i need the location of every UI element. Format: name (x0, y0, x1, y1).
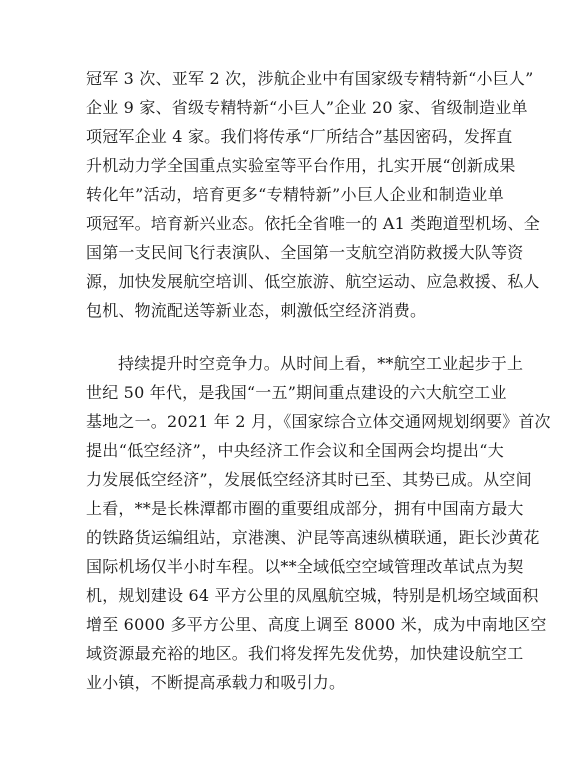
paragraph-line: 基地之一。2021 年 2 月，《国家综合立体交通网规划纲要》首次 (86, 412, 551, 431)
paragraph-line: 力发展低空经济”，发展低空经济其时已至、其势已成。从空间 (86, 470, 532, 489)
paragraph-line: 的铁路货运编组站，京港澳、沪昆等高速纵横联通，距长沙黄花 (86, 528, 540, 547)
paragraph-line: 国第一支民间飞行表演队、全国第一支航空消防救援大队等资 (86, 243, 524, 262)
paragraph-line: 包机、物流配送等新业态，刺激低空经济消费。 (86, 301, 427, 320)
paragraph-line: 持续提升时空竞争力。从时间上看，**航空工业起步于上 (118, 354, 524, 373)
paragraph-line: 冠军 3 次、亚军 2 次，涉航企业中有国家级专精特新“小巨人” (86, 69, 534, 88)
paragraph-line: 提出“低空经济”，中央经济工作会议和全国两会均提出“大 (86, 441, 504, 460)
paragraph-line: 上看，**是长株潭都市圈的重要组成部分，拥有中国南方最大 (86, 499, 524, 518)
paragraph-1 (86, 64, 540, 325)
paragraph-line: 企业 9 家、省级专精特新“小巨人”企业 20 家、省级制造业单 (86, 98, 528, 117)
paragraph-line: 增至 6000 多平方公里、高度上调至 8000 米，成为中南地区空 (86, 615, 547, 634)
paragraph-line: 升机动力学全国重点实验室等平台作用，扎实开展“创新成果 (86, 156, 516, 175)
paragraph-line: 转化年”活动，培育更多“专精特新”小巨人企业和制造业单 (86, 185, 504, 204)
paragraph-line: 世纪 50 年代，是我国“一五”期间重点建设的六大航空工业 (86, 383, 507, 402)
paragraph-line: 项冠军。培育新兴业态。依托全省唯一的 A1 类跑道型机场、全 (86, 214, 540, 233)
paragraph-line: 源，加快发展航空培训、低空旅游、航空运动、应急救援、私人 (86, 272, 540, 291)
paragraph-line: 域资源最充裕的地区。我们将发挥先发优势，加快建设航空工 (86, 644, 524, 663)
paragraph-2 (86, 349, 551, 697)
paragraph-line: 机，规划建设 64 平方公里的凤凰航空城，特别是机场空域面积 (86, 586, 539, 605)
paragraph-line: 国际机场仅半小时车程。以**全域低空空域管理改革试点为契 (86, 557, 524, 576)
paragraph-line: 业小镇，不断提高承载力和吸引力。 (86, 673, 346, 692)
paragraph-line: 项冠军企业 4 家。我们将传承“厂所结合”基因密码，发挥直 (86, 127, 513, 146)
